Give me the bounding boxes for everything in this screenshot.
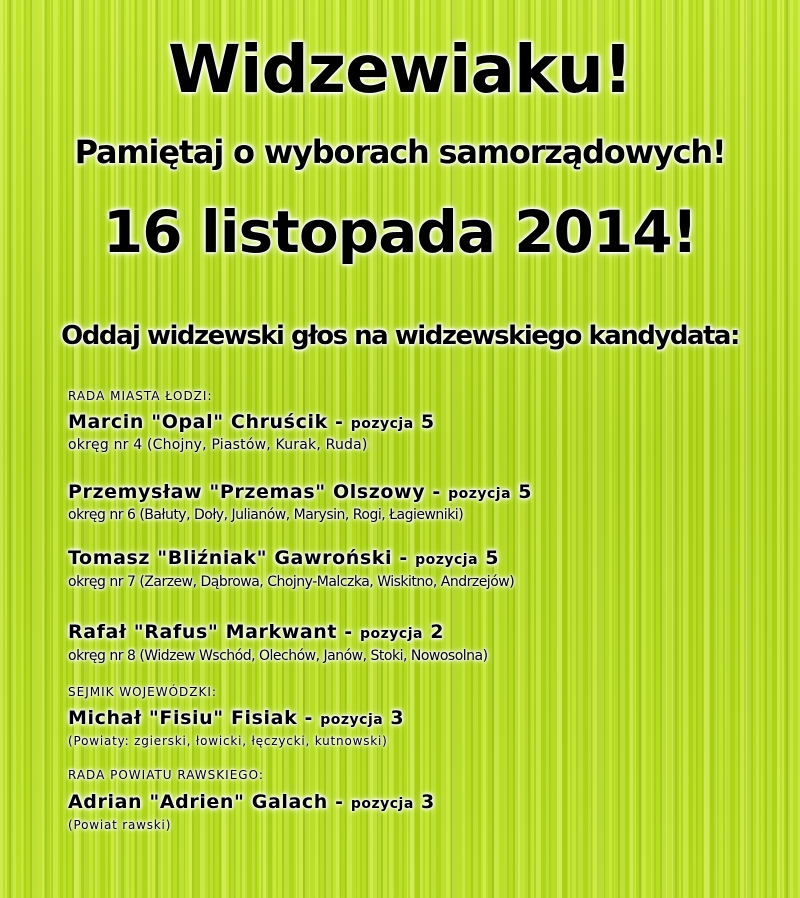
candidate-name bbox=[68, 620, 444, 646]
candidate-name-text: Marcin "Opal" Chruścik - bbox=[68, 411, 351, 433]
position-label: pozycja bbox=[320, 712, 384, 728]
position-number: 5 bbox=[518, 481, 533, 503]
position-label: pozycja bbox=[360, 626, 423, 642]
candidate-name-text: Przemysław "Przemas" Olszowy - bbox=[68, 481, 449, 503]
candidate-district: (Powiat rawski) bbox=[68, 818, 172, 832]
section-label-city-council: RADA MIASTA ŁODZI: bbox=[68, 389, 213, 403]
headline: Widzewiaku! bbox=[168, 31, 632, 108]
position-number: 5 bbox=[420, 411, 435, 433]
candidate-name bbox=[68, 706, 404, 732]
subheadline: Pamiętaj o wyborach samorządowych! bbox=[74, 133, 726, 171]
candidate-name bbox=[68, 546, 499, 572]
call-to-action: Oddaj widzewski głos na widzewskiego kandydata: bbox=[61, 321, 739, 351]
candidate-name bbox=[68, 790, 435, 816]
candidate-district: okręg nr 8 (Widzew Wschód, Olechów, Janów, Stoki, Nowosolna) bbox=[68, 648, 488, 664]
position-number: 3 bbox=[421, 791, 435, 813]
candidate-name bbox=[68, 410, 435, 436]
candidate-district: (Powiaty: zgierski, łowicki, łęczycki, kutnowski) bbox=[68, 734, 388, 748]
position-number: 5 bbox=[485, 547, 500, 569]
position-label: pozycja bbox=[350, 796, 414, 812]
candidate-name-text: Rafał "Rafus" Markwant - bbox=[68, 621, 361, 643]
position-number: 2 bbox=[430, 621, 445, 643]
candidate-district: okręg nr 6 (Bałuty, Doły, Julianów, Marysin, Rogi, Łagiewniki) bbox=[68, 507, 464, 523]
candidate-name-text: Michał "Fisiu" Fisiak - bbox=[68, 707, 321, 729]
candidate-name-text: Adrian "Adrien" Galach - bbox=[68, 791, 351, 813]
section-label-county-council: RADA POWIATU RAWSKIEGO: bbox=[68, 768, 264, 782]
candidate-district: okręg nr 7 (Zarzew, Dąbrowa, Chojny-Malczka, Wiskitno, Andrzejów) bbox=[68, 574, 515, 590]
candidate-district: okręg nr 4 (Chojny, Piastów, Kurak, Ruda) bbox=[68, 437, 368, 453]
candidate-name bbox=[68, 480, 532, 506]
position-label: pozycja bbox=[415, 552, 479, 568]
candidate-name-text: Tomasz "Bliźniak" Gawroński - bbox=[68, 547, 416, 569]
section-label-regional-assembly: SEJMIK WOJEWÓDZKI: bbox=[68, 685, 217, 699]
election-date: 16 listopada 2014! bbox=[102, 198, 698, 266]
position-number: 3 bbox=[390, 707, 405, 729]
position-label: pozycja bbox=[350, 416, 414, 432]
position-label: pozycja bbox=[448, 486, 512, 502]
